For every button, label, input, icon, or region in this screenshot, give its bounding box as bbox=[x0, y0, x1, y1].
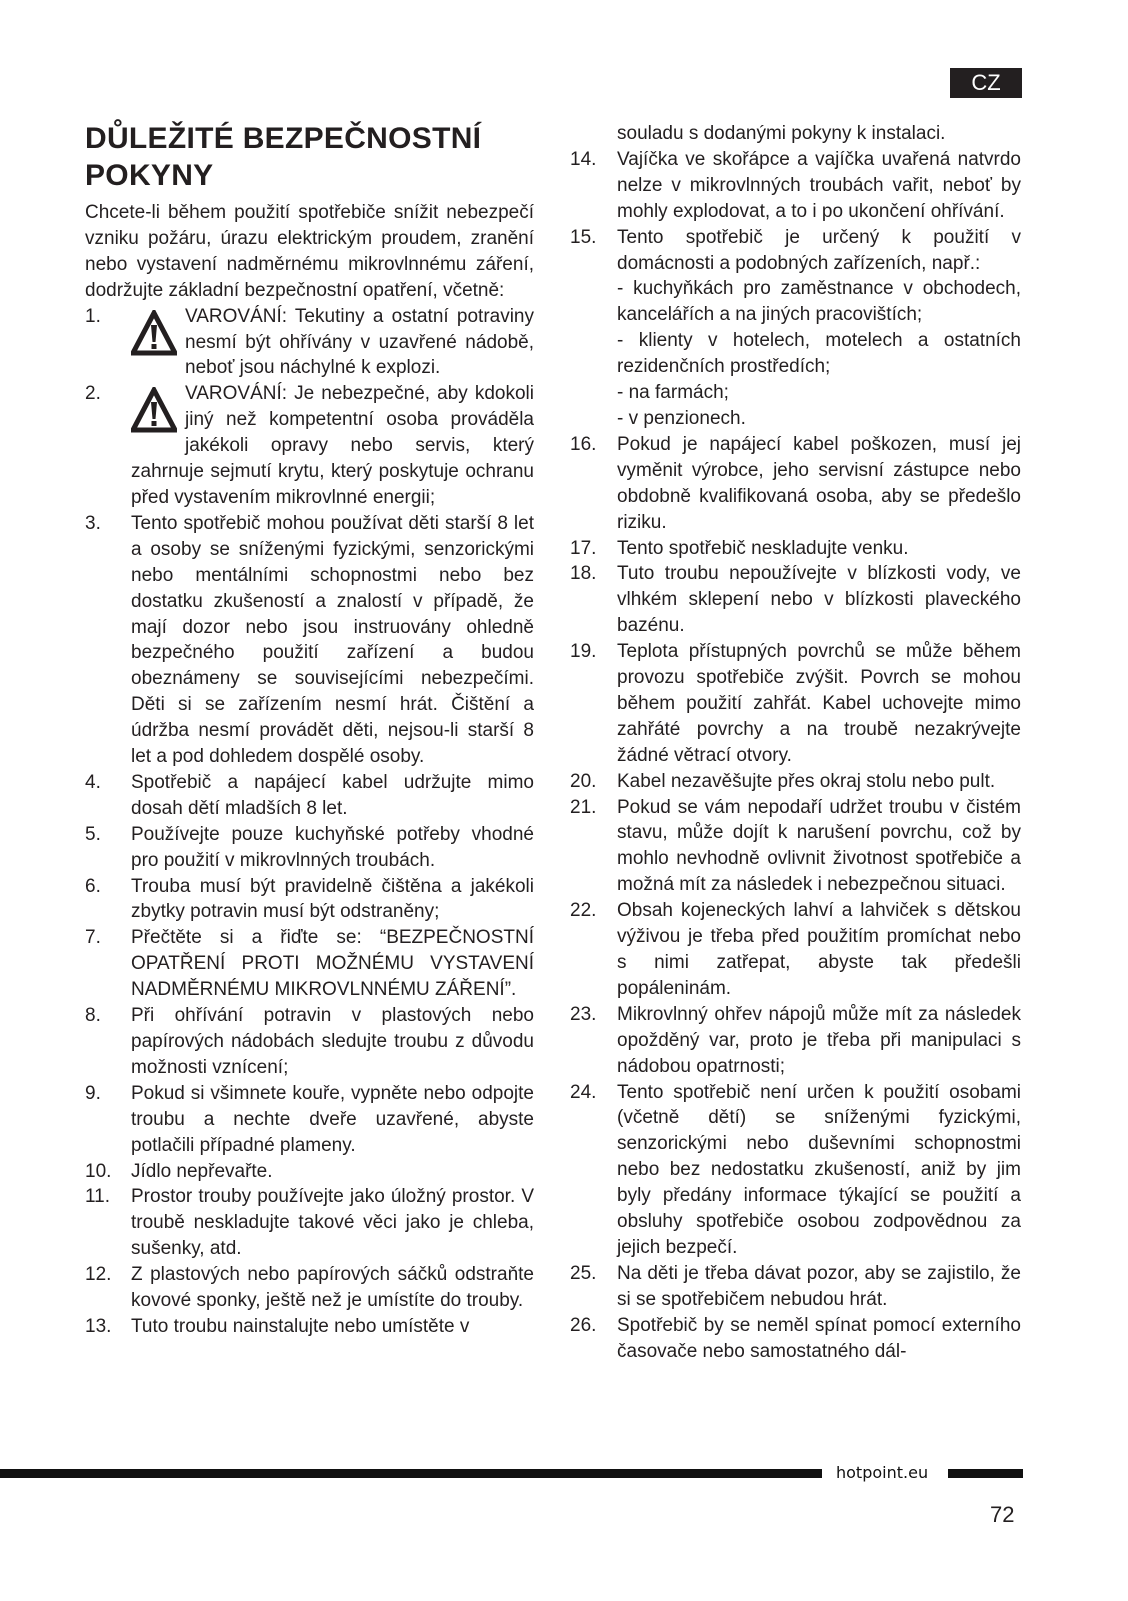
intro-paragraph: Chcete-li během použití spotřebiče snížit nebezpečí vzniku požáru, úrazu elektrickým proudem, zranění nebo vystavení nadměrnému mikrovlnnému záření, dodržujte základní bezpečnostní opatření, včetně: bbox=[85, 202, 534, 301]
item-body bbox=[131, 381, 534, 511]
item-body bbox=[131, 822, 534, 874]
item-body bbox=[617, 1002, 1021, 1080]
item-number: 18. bbox=[570, 563, 597, 585]
list-item bbox=[570, 769, 1021, 795]
left-column bbox=[85, 120, 534, 1340]
list-item bbox=[85, 874, 534, 926]
item-text: Tento spotřebič mohou používat děti starší 8 let a osoby se sníženými fyzickými, senzorickými nebo mentálními schopnostmi nebo bez dostatku zkušeností a znalostí v případě, že mají dozor nebo jsou instruovány ohledně bezpečného použití zařízení a budou obeznámeny se souvisejícími nebezpečími. Děti si se zařízením nesmí hrát. Čištění a údržba nesmí provádět děti, nejsou-li starší 8 let a pod dohledem dospělé osoby. bbox=[131, 512, 534, 768]
item-number: 5. bbox=[85, 823, 101, 845]
item-body bbox=[131, 925, 534, 1003]
item-text: Vajíčka ve skořápce a vajíčka uvařená natvrdo nelze v mikrovlnných troubách vařit, neboť by mohly explodovat, a to i po ukončení ohřívání. bbox=[617, 148, 1021, 222]
item-number: 13. bbox=[85, 1315, 112, 1337]
item-body bbox=[131, 1184, 534, 1262]
item-text: Tuto troubu nepoužívejte v blízkosti vody, ve vlhkém sklepení nebo v blízkosti plaveckého bazénu. bbox=[617, 563, 1021, 637]
page-title: DŮLEŽITÉ BEZPEČNOSTNÍ POKYNY bbox=[85, 122, 482, 192]
item-body bbox=[617, 147, 1021, 225]
item-body bbox=[617, 561, 1021, 639]
sub-item: - kuchyňkách pro zaměstnance v obchodech, kancelářích a na jiných pracovištích; bbox=[617, 278, 1021, 326]
item-body bbox=[131, 1003, 534, 1081]
item-number: 10. bbox=[85, 1160, 112, 1182]
item-number: 9. bbox=[85, 1082, 101, 1104]
list-item bbox=[570, 1002, 1021, 1080]
item-body bbox=[131, 511, 534, 770]
item-number: 25. bbox=[570, 1262, 597, 1284]
item-text: Prostor trouby používejte jako úložný prostor. V troubě neskladujte takové věci jako je chleba, sušenky, atd. bbox=[131, 1186, 534, 1260]
item-number: 8. bbox=[85, 1005, 101, 1027]
item-number: 7. bbox=[85, 927, 101, 949]
item-text: Teplota přístupných povrchů se může během provozu spotřebiče zvýšit. Povrch se mohou během použití zahřát. Kabel uchovejte mimo zahřáté povrchy a na troubě nezakrývejte žádné větrací otvory. bbox=[617, 641, 1021, 766]
list-item bbox=[85, 1003, 534, 1081]
footer-rule-left bbox=[0, 1469, 822, 1478]
item-text: Spotřebič by se neměl spínat pomocí externího časovače nebo samostatného dál- bbox=[617, 1314, 1021, 1362]
item-number: 17. bbox=[570, 537, 597, 559]
item-text: Pokud je napájecí kabel poškozen, musí jej vyměnit výrobce, jeho servisní zástupce nebo obdobně kvalifikovaná osoba, aby se předešlo riziku. bbox=[617, 433, 1021, 533]
item-body bbox=[131, 304, 534, 382]
list-item bbox=[570, 1080, 1021, 1261]
list-item bbox=[85, 770, 534, 822]
footer-website: hotpoint.eu bbox=[836, 1463, 929, 1482]
list-item bbox=[85, 1184, 534, 1262]
item-body bbox=[131, 1262, 534, 1314]
list-item bbox=[85, 304, 534, 382]
item-body bbox=[131, 1081, 534, 1159]
item-body bbox=[617, 432, 1021, 536]
item-number: 22. bbox=[570, 900, 597, 922]
warning-triangle-icon bbox=[131, 310, 177, 356]
item-number: 1. bbox=[85, 305, 101, 327]
list-item bbox=[570, 795, 1021, 899]
item-text: Obsah kojeneckých lahví a lahviček s dětskou výživou je třeba před použitím promíchat nebo s nimi zatřepat, abyste tak předešli popáleninám. bbox=[617, 900, 1021, 999]
footer-rule-right bbox=[948, 1469, 1023, 1478]
list-item bbox=[570, 147, 1021, 225]
item-text: Spotřebič a napájecí kabel udržujte mimo dosah dětí mladších 8 let. bbox=[131, 771, 534, 819]
list-item bbox=[85, 1262, 534, 1314]
item-body bbox=[617, 795, 1021, 899]
item-text: VAROVÁNÍ: Tekutiny a ostatní potraviny nesmí být ohřívány v uzavřené nádobě, neboť jsou náchylné k explozi. bbox=[185, 305, 534, 379]
item-body bbox=[617, 769, 1021, 795]
list-item bbox=[570, 898, 1021, 1002]
list-item bbox=[85, 1159, 534, 1185]
list-item bbox=[85, 381, 534, 511]
item-number: 3. bbox=[85, 512, 101, 534]
item-text: Trouba musí být pravidelně čištěna a jakékoli zbytky potravin musí být odstraněny; bbox=[131, 875, 534, 923]
item-text: Tento spotřebič neskladujte venku. bbox=[617, 537, 909, 559]
list-item bbox=[570, 1313, 1021, 1365]
warning-triangle-icon bbox=[131, 387, 177, 433]
list-item bbox=[85, 1314, 534, 1340]
item-number: 20. bbox=[570, 770, 597, 792]
list-item bbox=[570, 225, 1021, 432]
item-number: 21. bbox=[570, 796, 597, 818]
item-text: Pokud se vám nepodaří udržet troubu v čistém stavu, může dojít k narušení povrchu, což by mohlo nevhodně ovlivnit životnost spotřebiče a možná mít za následek i nebezpečnou situaci. bbox=[617, 796, 1021, 896]
item-body bbox=[131, 874, 534, 926]
item-text: Tento spotřebič je určený k použití v domácnosti a podobných zařízeních, např.: bbox=[617, 226, 1021, 274]
item-text: Tento spotřebič není určen k použití osobami (včetně dětí) se sníženými fyzickými, senzorickými nebo duševními schopnostmi nebo bez nedostatku zkušeností, aniž by jim byly předány informace týkající se použití a obsluhy spotřebiče osobou zodpovědnou za jejich bezpečí. bbox=[617, 1081, 1021, 1258]
item-body bbox=[131, 1314, 534, 1340]
list-item bbox=[570, 536, 1021, 562]
list-item bbox=[85, 511, 534, 770]
item-number: 11. bbox=[85, 1186, 111, 1208]
item-body bbox=[617, 1313, 1021, 1365]
item-text: Pokud si všimnete kouře, vypněte nebo odpojte troubu a nechte dveře uzavřené, abyste potlačili případné plameny. bbox=[131, 1082, 534, 1156]
item-number: 24. bbox=[570, 1081, 597, 1103]
safety-list-left bbox=[85, 304, 534, 1340]
item-number: 2. bbox=[85, 383, 101, 405]
list-item bbox=[570, 561, 1021, 639]
item-number: 14. bbox=[570, 148, 597, 170]
right-column bbox=[570, 121, 1021, 1365]
sub-item: - klienty v hotelech, motelech a ostatních rezidenčních prostředích; bbox=[617, 330, 1021, 378]
item-body bbox=[131, 1159, 534, 1185]
safety-list-right bbox=[570, 147, 1021, 1365]
item-body bbox=[617, 225, 1021, 432]
item-number: 4. bbox=[85, 771, 101, 793]
list-item bbox=[85, 822, 534, 874]
list-item bbox=[570, 432, 1021, 536]
item-number: 23. bbox=[570, 1003, 597, 1025]
list-item bbox=[570, 639, 1021, 769]
item-body bbox=[617, 639, 1021, 769]
list-item bbox=[85, 1081, 534, 1159]
item-text: Kabel nezavěšujte přes okraj stolu nebo pult. bbox=[617, 770, 996, 792]
item-body bbox=[617, 1080, 1021, 1261]
item-number: 19. bbox=[570, 641, 597, 663]
list-item bbox=[85, 925, 534, 1003]
item-number: 12. bbox=[85, 1264, 112, 1286]
page-number: 72 bbox=[990, 1502, 1015, 1527]
item-body bbox=[617, 536, 1021, 562]
item-body bbox=[617, 898, 1021, 1002]
item-text: Přečtěte si a řiďte se: “BEZPEČNOSTNÍ OPATŘENÍ PROTI MOŽNÉMU VYSTAVENÍ NADMĚRNÉMU MIKROVLNNÉMU ZÁŘENÍ”. bbox=[131, 927, 534, 1001]
item-text: Z plastových nebo papírových sáčků odstraňte kovové sponky, ještě než je umístíte do trouby. bbox=[131, 1264, 534, 1312]
item-number: 15. bbox=[570, 226, 597, 248]
list-item bbox=[570, 1261, 1021, 1313]
language-badge: CZ bbox=[950, 68, 1022, 98]
item-text: Jídlo nepřevařte. bbox=[131, 1160, 273, 1182]
item-text: VAROVÁNÍ: Je nebezpečné, aby kdokoli jiný než kompetentní osoba prováděla jakékoli opravy nebo servis, který zahrnuje sejmutí krytu, který poskytuje ochranu před vystavením mikrovlnné energii; bbox=[131, 383, 534, 508]
item-number: 26. bbox=[570, 1314, 597, 1336]
continuation-text: souladu s dodanými pokyny k instalaci. bbox=[617, 123, 946, 144]
sub-item: - v penzionech. bbox=[617, 407, 746, 429]
item-text: Při ohřívání potravin v plastových nebo papírových nádobách sledujte troubu z důvodu možnosti vznícení; bbox=[131, 1005, 534, 1078]
item-number: 16. bbox=[570, 433, 597, 455]
item-text: Mikrovlnný ohřev nápojů může mít za následek opožděný var, proto je třeba při manipulaci s nádobou opatrnosti; bbox=[617, 1003, 1021, 1077]
item-body bbox=[131, 770, 534, 822]
item-text: Používejte pouze kuchyňské potřeby vhodné pro použití v mikrovlnných troubách. bbox=[131, 823, 534, 871]
item-body bbox=[617, 1261, 1021, 1313]
sub-item: - na farmách; bbox=[617, 382, 729, 404]
item-number: 6. bbox=[85, 875, 101, 897]
item-text: Na děti je třeba dávat pozor, aby se zajistilo, že si se spotřebičem nebudou hrát. bbox=[617, 1262, 1021, 1310]
item-text: Tuto troubu nainstalujte nebo umístěte v bbox=[131, 1315, 470, 1337]
